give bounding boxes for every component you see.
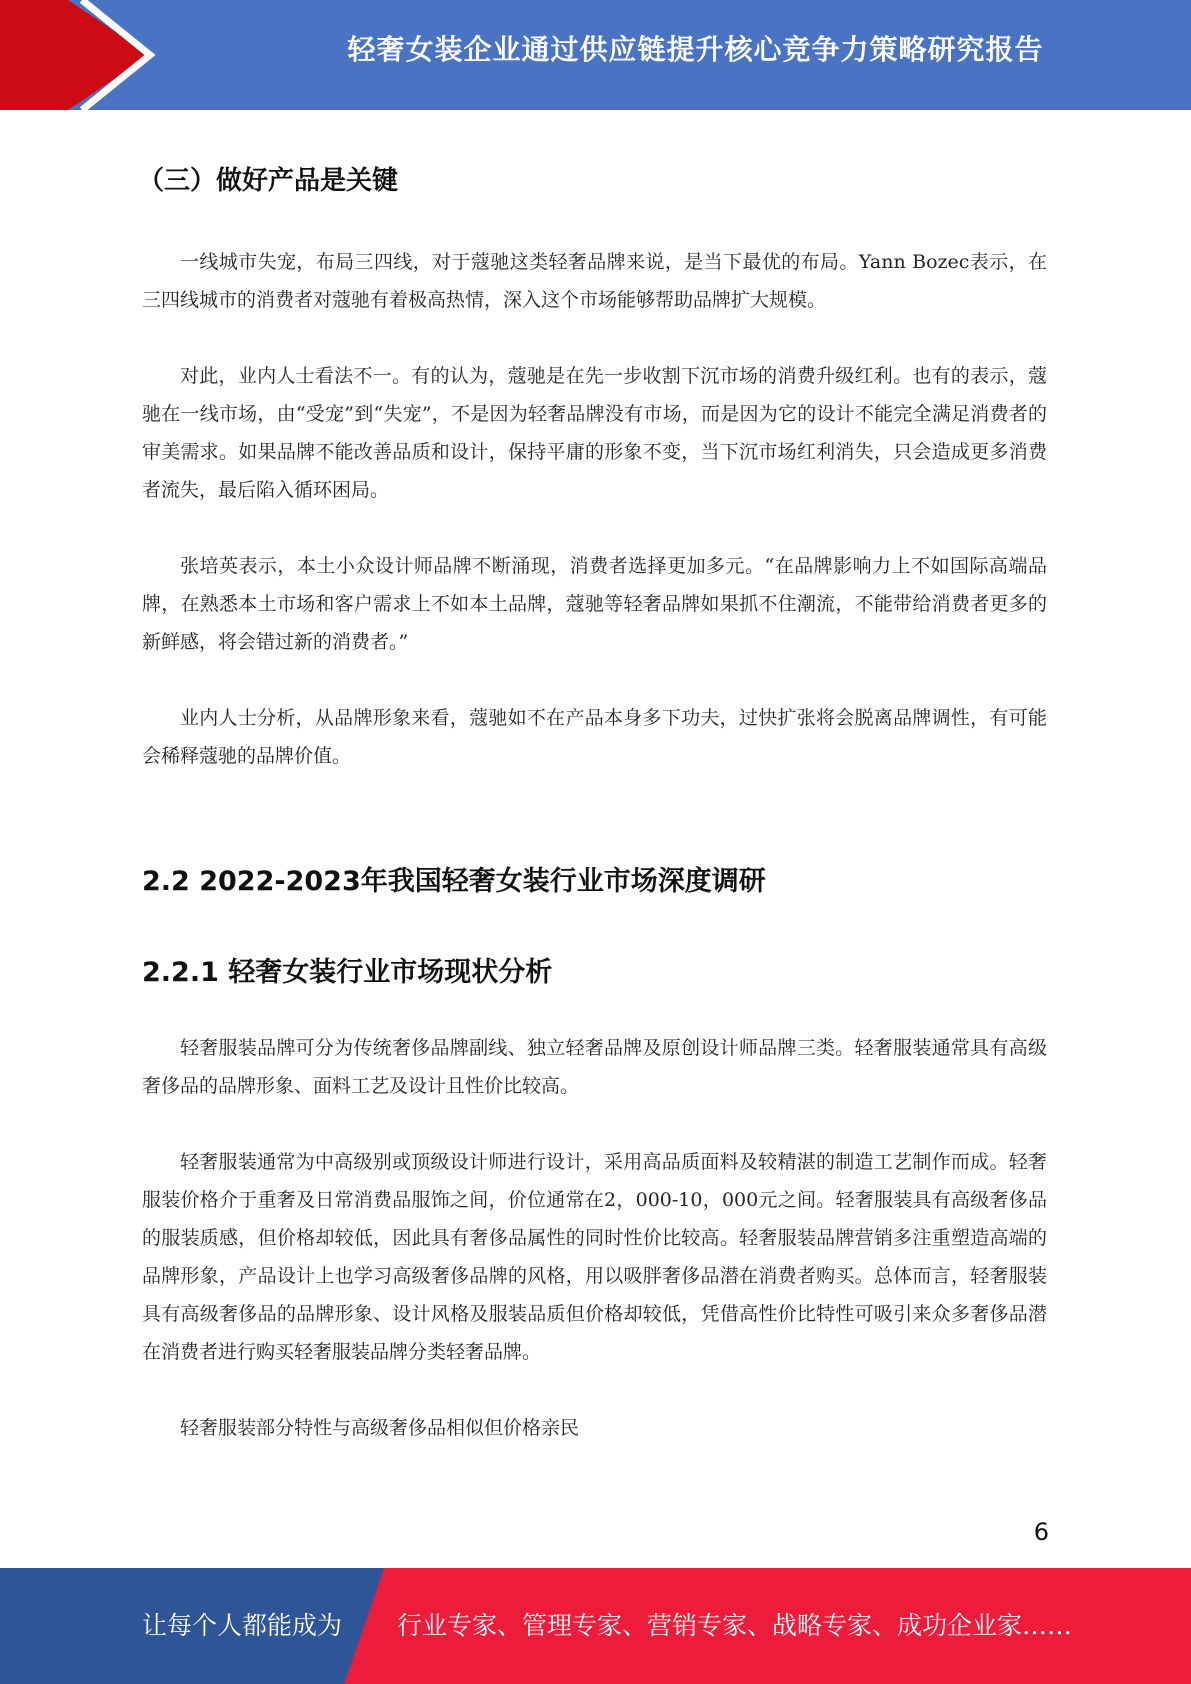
section-heading-2-2-1: 2.2.1 轻奢女装行业市场现状分析 <box>142 957 553 988</box>
paragraph: 轻奢服装品牌可分为传统奢侈品牌副线、独立轻奢品牌及原创设计师品牌三类。轻奢服装通常具有高级奢侈品的品牌形象、面料工艺及设计且性价比较高。 <box>142 1037 1047 1097</box>
page-header <box>0 0 1191 110</box>
footer-slogan-right: 行业专家、管理专家、营销专家、战略专家、成功企业家…… <box>397 1611 1073 1640</box>
paragraph: 轻奢服装通常为中高级别或顶级设计师进行设计，采用高品质面料及较精湛的制造工艺制作而成。轻奢服装价格介于重奢及日常消费品服饰之间，价位通常在2，000-10，000元之间。轻奢服装具有高级奢侈品的服装质感，但价格却较低，因此具有奢侈品属性的同时性价比较高。轻奢服装品牌营销多注重塑造高端的品牌形象，产品设计上也学习高级奢侈品牌的风格，用以吸胖奢侈品潜在消费者购买。总体而言，轻奢服装具有高级奢侈品的品牌形象、设计风格及服装品质但价格却较低，凭借高性价比特性可吸引来众多奢侈品潜在消费者进行购买轻奢服装品牌分类轻奢品牌。 <box>142 1151 1047 1363</box>
report-title: 轻奢女装企业通过供应链提升核心竞争力策略研究报告 <box>347 33 1044 66</box>
paragraph: 轻奢服装部分特性与高级奢侈品相似但价格亲民 <box>180 1417 580 1439</box>
footer-slogan-left: 让每个人都能成为 <box>142 1611 343 1640</box>
page-number: 6 <box>1033 1518 1049 1546</box>
paragraph: 业内人士分析，从品牌形象来看，蔻驰如不在产品本身多下功夫，过快扩张将会脱离品牌调性，有可能会稀释蔻驰的品牌价值。 <box>142 707 1047 767</box>
section-heading-3: （三）做好产品是关键 <box>138 166 399 196</box>
paragraph: 张培英表示，本土小众设计师品牌不断涌现，消费者选择更加多元。“在品牌影响力上不如国际高端品牌，在熟悉本土市场和客户需求上不如本土品牌，蔻驰等轻奢品牌如果抓不住潮流，不能带给消费者更多的新鲜感，将会错过新的消费者。” <box>142 555 1047 653</box>
section-heading-2-2: 2.2 2022-2023年我国轻奢女装行业市场深度调研 <box>142 866 766 897</box>
paragraph: 对此，业内人士看法不一。有的认为，蔻驰是在先一步收割下沉市场的消费升级红利。也有的表示，蔻驰在一线市场，由“受宠”到“失宠”，不是因为轻奢品牌没有市场，而是因为它的设计不能完全满足消费者的审美需求。如果品牌不能改善品质和设计，保持平庸的形象不变，当下沉市场红利消失，只会造成更多消费者流失，最后陷入循环困局。 <box>142 365 1047 501</box>
paragraph: 一线城市失宠，布局三四线，对于蔻驰这类轻奢品牌来说，是当下最优的布局。Yann Bozec表示，在三四线城市的消费者对蔻驰有着极高热情，深入这个市场能够帮助品牌扩大规模。 <box>142 251 1047 311</box>
document-body <box>138 160 1047 1447</box>
page-footer <box>0 1568 1191 1684</box>
